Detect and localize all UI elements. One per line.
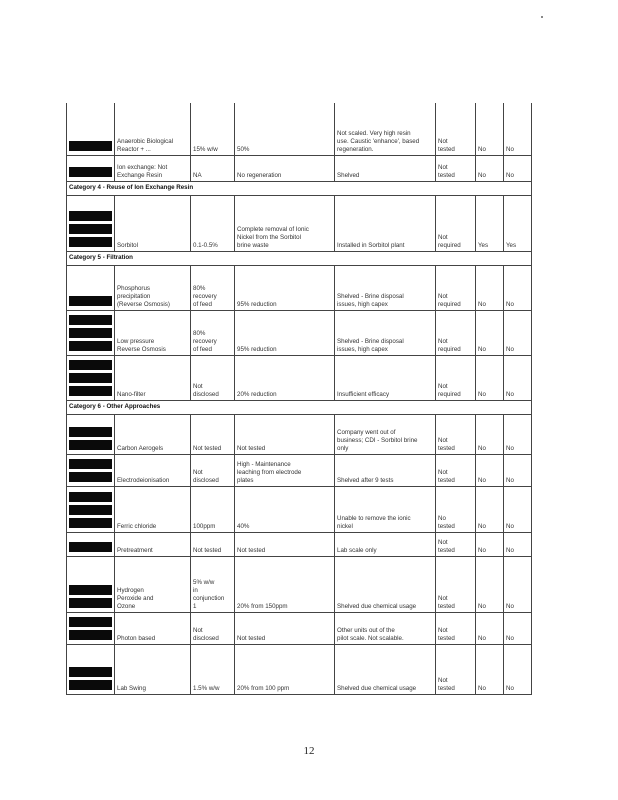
cell-text: Anaerobic Biological [117, 137, 174, 145]
table-cell [504, 310, 532, 355]
table-row [67, 310, 532, 355]
cell-text: No [478, 522, 486, 530]
cell-text: Not [438, 233, 448, 241]
redacted-cell [67, 486, 115, 532]
cell-text: Not [438, 436, 448, 444]
cell-text: Shelved - Brine disposal [337, 292, 404, 300]
table-cell [335, 195, 436, 251]
cell-text: Shelved due chemical usage [337, 684, 417, 692]
cell-text: 95% reduction [237, 345, 277, 353]
cell-text: 80% [193, 329, 206, 337]
table-cell [476, 265, 504, 310]
redacted-cell [67, 265, 115, 310]
table-row [67, 414, 532, 454]
cell-text: No [478, 546, 486, 554]
cell-text: regeneration. [337, 145, 374, 153]
cell-text: Not [438, 292, 448, 300]
cell-text: 5% w/w [193, 578, 215, 586]
table-cell [235, 454, 335, 486]
table-cell [476, 103, 504, 155]
cell-text: required [438, 345, 461, 353]
redaction-block [69, 542, 112, 552]
table-cell [476, 155, 504, 181]
cell-text: business; CDI - Sorbitol brine [337, 436, 418, 444]
cell-text: No [506, 684, 514, 692]
redaction-block [69, 598, 112, 608]
cell-text: No [506, 634, 514, 642]
redaction-block [69, 141, 112, 151]
table-cell [235, 265, 335, 310]
table-cell [476, 612, 504, 644]
table-cell [504, 556, 532, 612]
cell-text: Shelved - Brine disposal [337, 337, 404, 345]
table-row [67, 556, 532, 612]
cell-text: No [506, 546, 514, 554]
cell-text: 15% w/w [193, 145, 218, 153]
cell-text: Low pressure [117, 337, 155, 345]
cell-text: No [478, 390, 486, 398]
redaction-block [69, 505, 112, 515]
cell-text: Complete removal of Ionic [237, 225, 309, 233]
redaction-block [69, 315, 112, 325]
cell-text: in [193, 586, 198, 594]
table-cell [115, 155, 191, 181]
redacted-cell [67, 612, 115, 644]
cell-text: pilot scale. Not scalable. [337, 634, 404, 642]
cell-text: Hydrogen [117, 586, 144, 594]
category-row [67, 400, 532, 414]
cell-text: Exchange Resin [117, 171, 163, 179]
redaction-block [69, 667, 112, 677]
table-cell [191, 414, 235, 454]
table-cell [436, 612, 476, 644]
cell-text: No [506, 476, 514, 484]
cell-text: High - Maintenance [237, 460, 291, 468]
table-cell [335, 310, 436, 355]
cell-text: No [478, 171, 486, 179]
table-cell [191, 644, 235, 694]
table-cell [504, 355, 532, 400]
table-cell [476, 195, 504, 251]
cell-text: No [478, 145, 486, 153]
cell-text: Unable to remove the ionic [337, 514, 411, 522]
cell-text: recovery [193, 292, 217, 300]
redaction-block [69, 630, 112, 640]
cell-text: Not [438, 163, 448, 171]
table-cell [335, 103, 436, 155]
cell-text: use. Caustic 'enhance', based [337, 137, 420, 145]
redacted-cell [67, 355, 115, 400]
table-cell [476, 556, 504, 612]
cell-text: Not tested [193, 444, 222, 452]
cell-text: Not [438, 382, 448, 390]
cell-text: Lab scale only [337, 546, 377, 554]
table-cell [504, 155, 532, 181]
table-cell [476, 310, 504, 355]
table-cell [436, 103, 476, 155]
table-cell [191, 265, 235, 310]
category-row [67, 181, 532, 195]
table-cell [115, 644, 191, 694]
cell-text: 1 [193, 602, 197, 610]
table-cell [115, 414, 191, 454]
cell-text: conjunction [193, 594, 225, 602]
cell-text: Shelved after 9 tests [337, 476, 394, 484]
table-cell [115, 556, 191, 612]
table-cell [191, 310, 235, 355]
cell-text: No [478, 444, 486, 452]
table-cell [436, 532, 476, 556]
cell-text: Not [438, 468, 448, 476]
redacted-cell [67, 532, 115, 556]
table-row [67, 532, 532, 556]
cell-text: Not tested [193, 546, 222, 554]
cell-text: No [506, 171, 514, 179]
redaction-block [69, 386, 112, 396]
cell-text: 20% from 150ppm [237, 602, 288, 610]
table-cell [335, 556, 436, 612]
table-cell [504, 532, 532, 556]
cell-text: disclosed [193, 634, 219, 642]
cell-text: of feed [193, 345, 212, 353]
cell-text: 0.1-0.5% [193, 241, 218, 249]
table-cell [504, 454, 532, 486]
cell-text: tested [438, 602, 455, 610]
redaction-block [69, 224, 112, 234]
table-cell [335, 414, 436, 454]
cell-text: Not [193, 468, 203, 476]
redacted-cell [67, 155, 115, 181]
cell-text: required [438, 300, 461, 308]
cell-text: No [506, 522, 514, 530]
table-cell [115, 532, 191, 556]
table-cell [235, 556, 335, 612]
table-cell [235, 195, 335, 251]
cell-text: brine waste [237, 241, 269, 249]
table-cell [476, 486, 504, 532]
cell-text: No [506, 602, 514, 610]
table-cell [191, 103, 235, 155]
redaction-block [69, 296, 112, 306]
cell-text: Electrodeionisation [117, 476, 170, 484]
cell-text: tested [438, 171, 455, 179]
table-cell [115, 310, 191, 355]
table-cell [335, 486, 436, 532]
cell-text: Other units out of the [337, 626, 395, 634]
cell-text: recovery [193, 337, 217, 345]
table-cell [335, 612, 436, 644]
redaction-block [69, 459, 112, 469]
cell-text: No [478, 602, 486, 610]
cell-text: Ferric chloride [117, 522, 157, 530]
cell-text: 100ppm [193, 522, 216, 530]
table-cell [115, 265, 191, 310]
redaction-block [69, 440, 112, 450]
redaction-block [69, 680, 112, 690]
cell-text: No [506, 444, 514, 452]
redacted-cell [67, 556, 115, 612]
cell-text: No [506, 300, 514, 308]
table-row [67, 103, 532, 155]
cell-text: Not [438, 538, 448, 546]
cell-text: Company went out of [337, 428, 396, 436]
category-heading: Category 4 - Reuse of Ion Exchange Resin [67, 181, 532, 195]
table-cell [436, 355, 476, 400]
category-row [67, 251, 532, 265]
redaction-block [69, 360, 112, 370]
table-cell [476, 532, 504, 556]
cell-text: 95% reduction [237, 300, 277, 308]
table-row [67, 454, 532, 486]
table-cell [436, 310, 476, 355]
table-cell [504, 414, 532, 454]
table-cell [235, 486, 335, 532]
table-cell [476, 644, 504, 694]
cell-text: Not [438, 137, 448, 145]
cell-text: No [506, 390, 514, 398]
table-cell [115, 355, 191, 400]
cell-text: No [478, 300, 486, 308]
table-cell [476, 454, 504, 486]
cell-text: plates [237, 476, 254, 484]
cell-text: precipitation [117, 292, 151, 300]
table-cell [504, 265, 532, 310]
cell-text: Reverse Osmosis [117, 345, 166, 353]
table-cell [335, 454, 436, 486]
cell-text: only [337, 444, 349, 452]
cell-text: Not tested [237, 546, 266, 554]
table-cell [335, 355, 436, 400]
scan-speck [541, 16, 543, 18]
cell-text: Installed in Sorbitol plant [337, 241, 405, 249]
cell-text: Sorbitol [117, 241, 138, 249]
cell-text: issues, high capex [337, 345, 388, 353]
redaction-block [69, 237, 112, 247]
redaction-block [69, 167, 112, 177]
table-cell [115, 486, 191, 532]
redaction-block [69, 373, 112, 383]
table-cell [235, 644, 335, 694]
table-cell [115, 454, 191, 486]
table-cell [436, 486, 476, 532]
redacted-cell [67, 195, 115, 251]
cell-text: 20% reduction [237, 390, 277, 398]
table-cell [191, 454, 235, 486]
cell-text: Lab Swing [117, 684, 146, 692]
table-cell [335, 265, 436, 310]
table-cell [436, 556, 476, 612]
table-row [67, 486, 532, 532]
redaction-block [69, 472, 112, 482]
table-cell [235, 103, 335, 155]
cell-text: Nano-filter [117, 390, 146, 398]
cell-text: Reactor + ... [117, 145, 151, 153]
table-row [67, 265, 532, 310]
cell-text: Nickel from the Sorbitol [237, 233, 301, 241]
table-cell [115, 612, 191, 644]
cell-text: No [478, 684, 486, 692]
redacted-cell [67, 644, 115, 694]
cell-text: tested [438, 522, 455, 530]
cell-text: tested [438, 444, 455, 452]
table-cell [504, 612, 532, 644]
cell-text: tested [438, 476, 455, 484]
cell-text: Insufficient efficacy [337, 390, 390, 398]
cell-text: Not [193, 382, 203, 390]
cell-text: Not tested [237, 444, 266, 452]
table-row [67, 612, 532, 644]
table-cell [235, 532, 335, 556]
table-cell [191, 486, 235, 532]
cell-text: disclosed [193, 390, 219, 398]
cell-text: Carbon Aerogels [117, 444, 164, 452]
table-cell [504, 486, 532, 532]
cell-text: Photon based [117, 634, 156, 642]
redaction-block [69, 617, 112, 627]
cell-text: No [478, 345, 486, 353]
table-cell [476, 414, 504, 454]
redacted-cell [67, 310, 115, 355]
table-cell [115, 195, 191, 251]
table-cell [235, 155, 335, 181]
table-cell [235, 612, 335, 644]
table-cell [335, 532, 436, 556]
table-cell [504, 103, 532, 155]
table-cell [235, 355, 335, 400]
cell-text: 1.5% w/w [193, 684, 220, 692]
cell-text: No [478, 634, 486, 642]
cell-text: No [438, 514, 446, 522]
table-row [67, 644, 532, 694]
cell-text: tested [438, 145, 455, 153]
redaction-block [69, 427, 112, 437]
table-cell [115, 103, 191, 155]
table-cell [436, 454, 476, 486]
cell-text: Not tested [237, 634, 266, 642]
cell-text: disclosed [193, 476, 219, 484]
cell-text: Not [438, 676, 448, 684]
table-cell [335, 644, 436, 694]
cell-text: 20% from 100 ppm [237, 684, 290, 692]
technology-assessment-table [66, 103, 532, 695]
cell-text: No regeneration [237, 171, 282, 179]
cell-text: 40% [237, 522, 250, 530]
cell-text: required [438, 241, 461, 249]
cell-text: No [506, 345, 514, 353]
redaction-block [69, 585, 112, 595]
cell-text: Not scaled. Very high resin [337, 129, 411, 137]
table-cell [235, 310, 335, 355]
page-number: 12 [303, 745, 315, 757]
cell-text: Pretreatment [117, 546, 153, 554]
cell-text: Yes [478, 241, 489, 249]
table-row [67, 195, 532, 251]
table-cell [436, 195, 476, 251]
table-cell [476, 355, 504, 400]
cell-text: Shelved [337, 171, 360, 179]
table-cell [191, 556, 235, 612]
cell-text: Not [438, 337, 448, 345]
cell-text: tested [438, 684, 455, 692]
table-cell [436, 265, 476, 310]
cell-text: Ion exchange: Not [117, 163, 168, 171]
table-cell [504, 195, 532, 251]
redacted-cell [67, 103, 115, 155]
category-heading: Category 5 - Filtration [67, 251, 532, 265]
redaction-block [69, 211, 112, 221]
redacted-cell [67, 414, 115, 454]
cell-text: Not [193, 626, 203, 634]
cell-text: 80% [193, 284, 206, 292]
cell-text: Yes [506, 241, 517, 249]
cell-text: NA [193, 171, 202, 179]
table-cell [235, 414, 335, 454]
table-row [67, 355, 532, 400]
table-cell [191, 195, 235, 251]
redaction-block [69, 341, 112, 351]
redaction-block [69, 492, 112, 502]
table-cell [191, 355, 235, 400]
cell-text: Ozone [117, 602, 136, 610]
cell-text: No [478, 476, 486, 484]
table-cell [191, 612, 235, 644]
cell-text: 50% [237, 145, 250, 153]
table-cell [436, 644, 476, 694]
table-cell [335, 155, 436, 181]
redaction-block [69, 328, 112, 338]
cell-text: Not [438, 594, 448, 602]
table-cell [191, 532, 235, 556]
cell-text: issues, high capex [337, 300, 388, 308]
redacted-cell [67, 454, 115, 486]
cell-text: (Reverse Osmosis) [117, 300, 170, 308]
cell-text: tested [438, 546, 455, 554]
cell-text: Peroxide and [117, 594, 154, 602]
cell-text: required [438, 390, 461, 398]
cell-text: leaching from electrode [237, 468, 302, 476]
cell-text: of feed [193, 300, 212, 308]
table-row [67, 155, 532, 181]
cell-text: No [506, 145, 514, 153]
table-cell [504, 644, 532, 694]
redaction-block [69, 518, 112, 528]
cell-text: tested [438, 634, 455, 642]
category-heading: Category 6 - Other Approaches [67, 400, 532, 414]
cell-text: Shelved due chemical usage [337, 602, 417, 610]
cell-text: nickel [337, 522, 353, 530]
table-cell [436, 414, 476, 454]
table-cell [191, 155, 235, 181]
cell-text: Phosphorus [117, 284, 151, 292]
table-cell [436, 155, 476, 181]
cell-text: Not [438, 626, 448, 634]
